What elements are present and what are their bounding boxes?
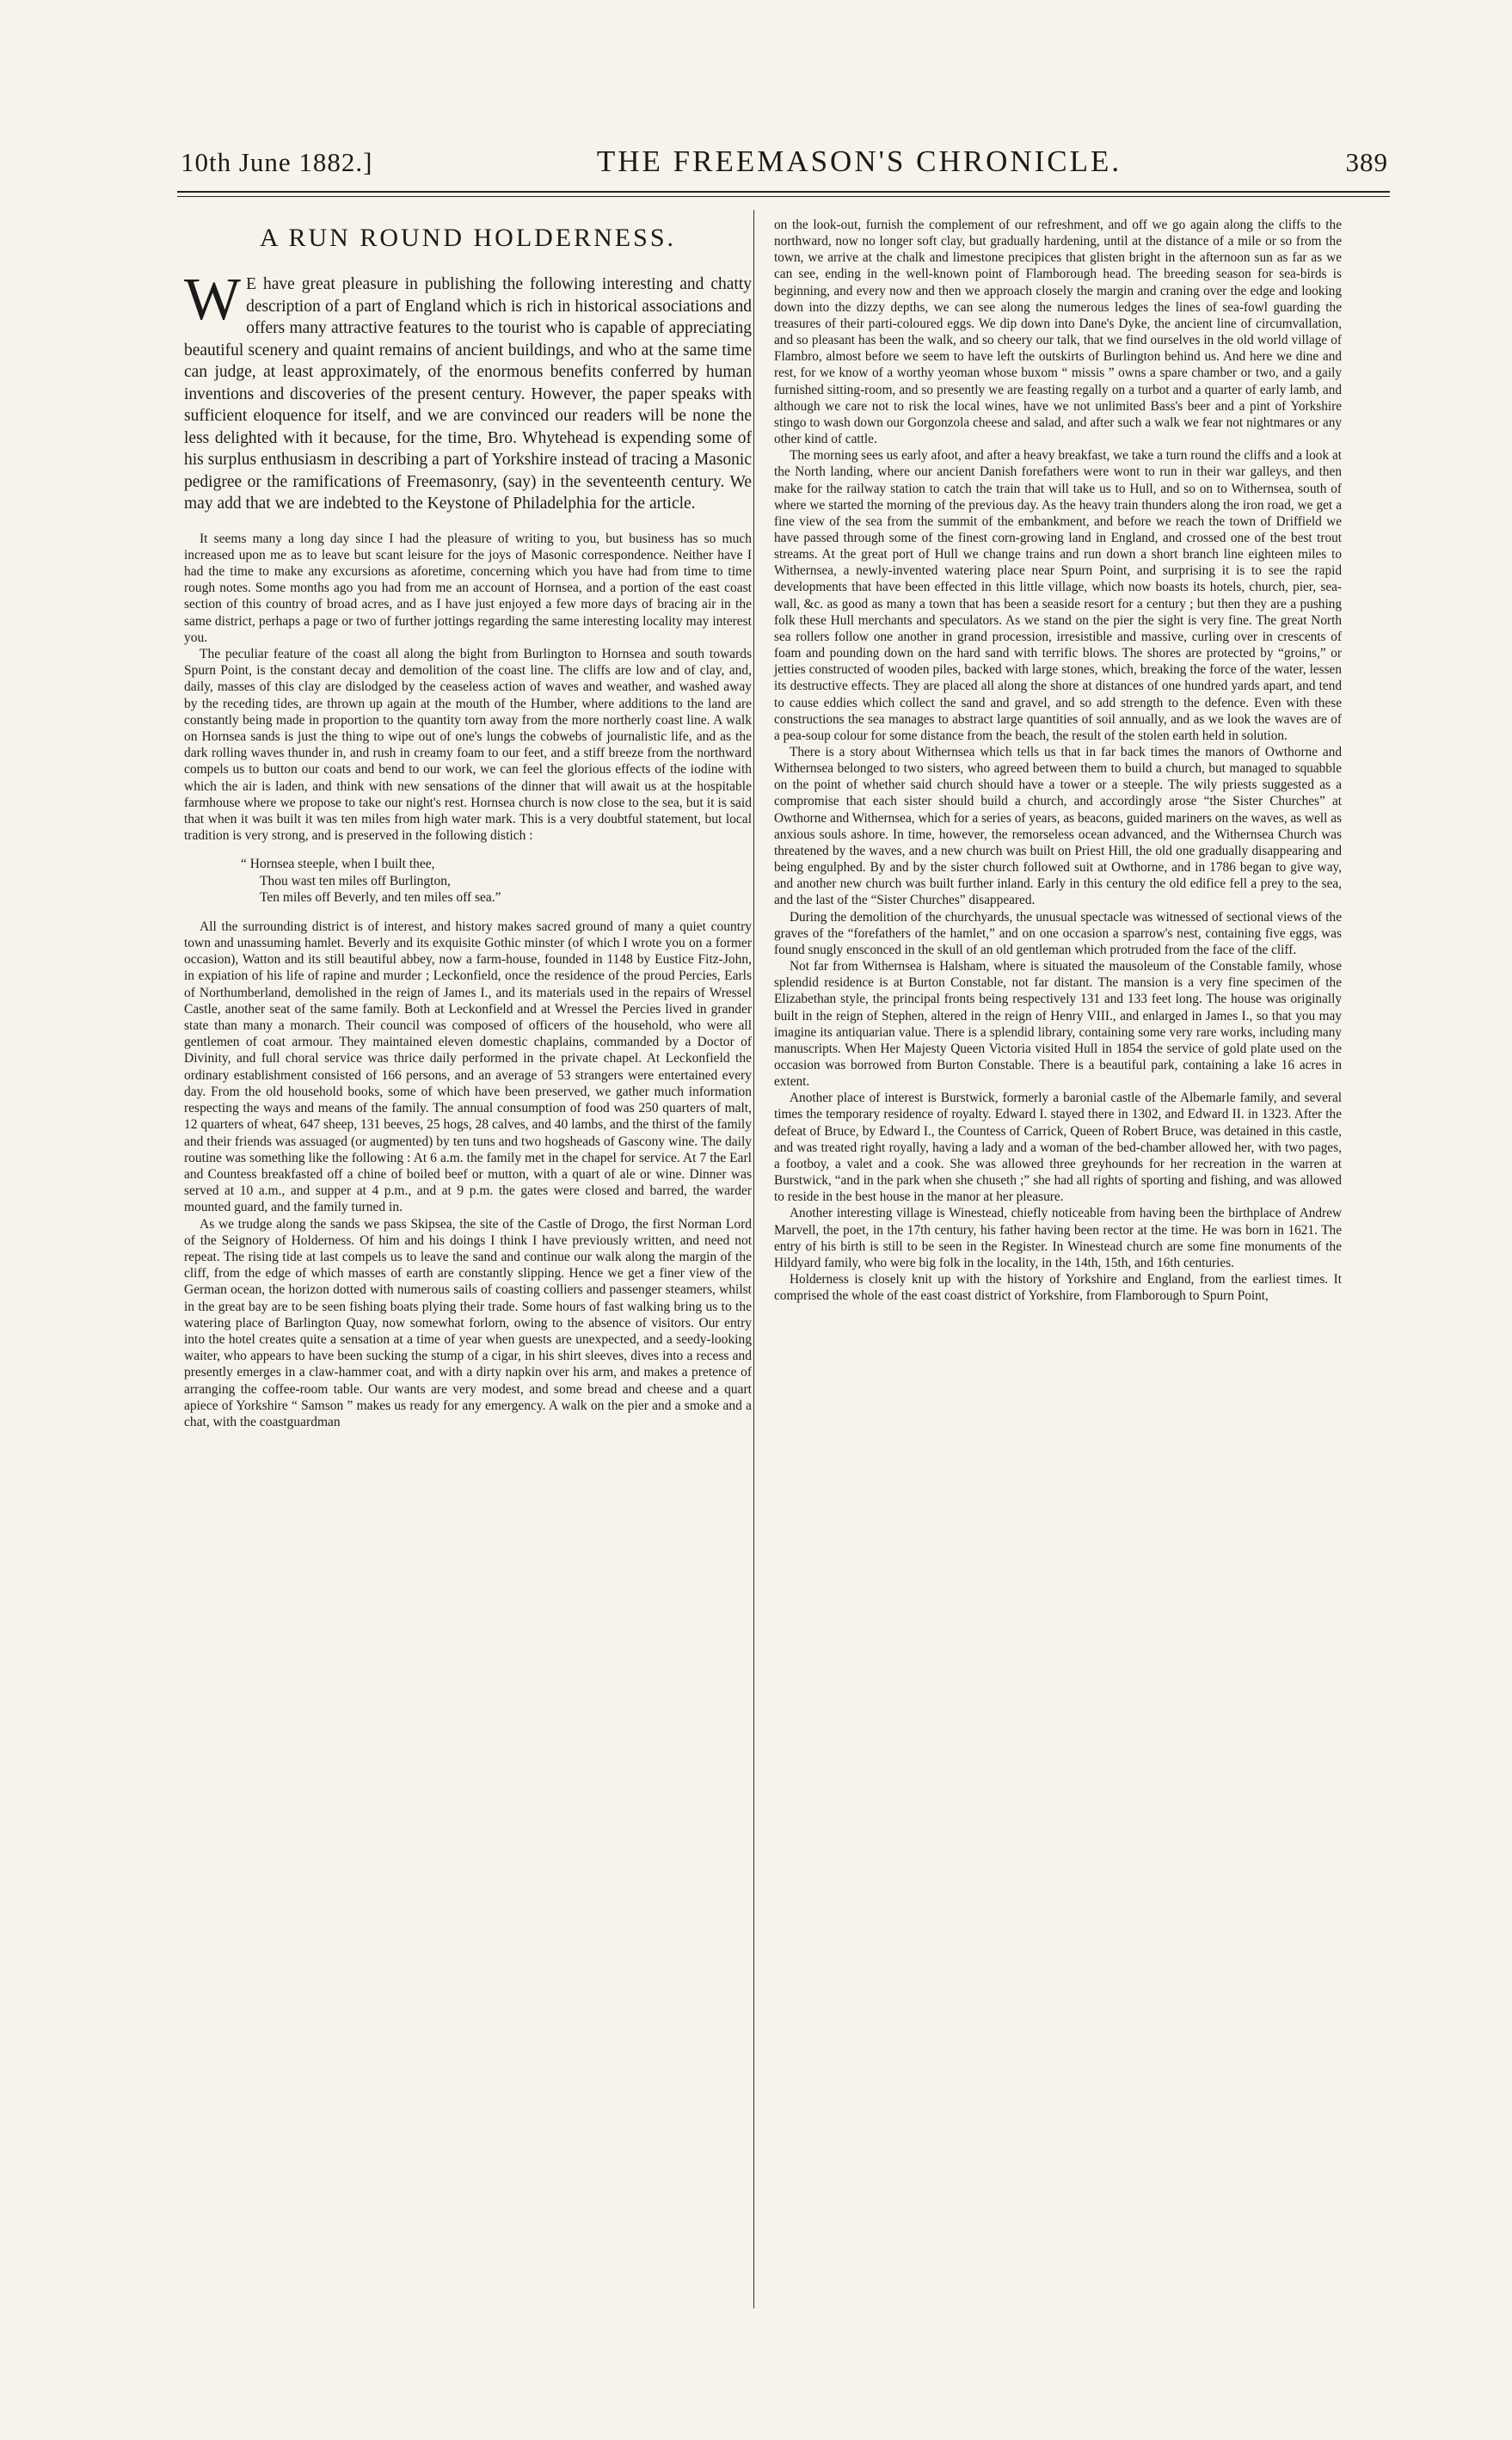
paragraph: The peculiar feature of the coast all along the bight from Burlington to Hornsea and south towards Spurn Point, is the constant decay and demolition of the coast line. The cliffs are low and of clay, and, daily, masses of this clay are dislodged by the ceaseless action of waves and weather, and washed away by the receding tides, are thrown up again at the mouth of the Humber, where additions to the land are constantly being made in proportion to the quantity torn away from the more northerly coast line. A walk on Hornsea sands is just the thing to wipe out of one's lungs the cobwebs of journalistic life, and as the dark rolling waves thunder in, and rush in creamy foam to our feet, and a stiff breeze from the northward compels us to button our coats and bend to our work, we can feel the glorious effects of the iodine with which the air is laden, and think with new sensations of the dinner that will await us at the hospitable farmhouse where we propose to take our night's rest. Hornsea church is now close to the sea, but it is said that when it was built it was ten miles from high water mark. This is a very doubtful statement, but local tradition is very strong, and is preserved in the following distich : — [184, 646, 752, 844]
article-title: A RUN ROUND HOLDERNESS. — [259, 224, 677, 252]
issue-date: 10th June 1882.] — [181, 147, 373, 177]
intro-text: E have great pleasure in publishing the following interesting and chatty description of a part of England which is rich in historical associations and offers many attractive features to the tourist who is capable of appreciating beautiful scenery and quaint remains of ancient buildings, and who at the same time can judge, at least approximately, of the enormous benefits conferred by human inventions and discoveries of the present century. However, the paper speaks with sufficient eloquence for itself, and we are convinced our readers will be none the less delighted with it because, for the time, Bro. Whytehead is expending some of his surplus enthusiasm in describing a part of Yorkshire instead of tracing a Masonic pedigree or the ramifications of Freemasonry, (say) in the seventeenth century. We may add that we are indebted to the Keystone of Philadelphia for the article. — [184, 275, 752, 513]
paragraph: All the surrounding district is of interest, and history makes sacred ground of many a quiet country town and unassuming hamlet. Beverly and its exquisite Gothic minster (of which I wrote you on a former occasion), Watton and its still beautiful abbey, now a farm-house, founded in 1148 by Eustice Fitz-John, in expiation of his life of rapine and murder ; Leckonfield, once the residence of the proud Percies, Earls of Northumberland, demolished in the reign of James I., and its materials used in the repairs of Wressel Castle, another seat of the same family. Both at Leckonfield and at Wressel the Percies lived in grander state than many a monarch. Their council was composed of officers of the household, who were all gentlemen of coat armour. They maintained eleven domestic chaplains, commanded by a Doctor of Divinity, and full choral service was thrice daily performed in the private chapel. At Leckonfield the ordinary establishment consisted of 166 persons, and an average of 53 strangers were entertained every day. From the old household books, some of which have been preserved, we gather much information respecting the ways and means of the family. The annual consumption of food was 250 quarters of malt, 12 quarters of wheat, 647 sheep, 131 beeves, 25 hogs, 28 calves, and 40 lambs, and the thirst of the family and their friends was assuaged (or augmented) by ten tuns and two hogsheads of Gascony wine. The daily routine was something like the following : At 6 a.m. the family met in the chapel for service. At 7 the Earl and Countess breakfasted off a chine of boiled beef or mutton, with a quart of ale or wine. Dinner was served at 10 a.m., and supper at 4 p.m., and at 9 p.m. the gates were closed and barred, the warder mounted guard, and the family turned in. — [184, 919, 752, 1215]
header-rule — [177, 191, 1390, 193]
paragraph: The morning sees us early afoot, and after a heavy breakfast, we take a turn round the cliffs and a look at the North landing, where our ancient Danish forefathers were wont to run in their war galleys, and then make for the railway station to catch the train that will take us to Hull, and so on to Withernsea, south of where we started the morning of the previous day. As the heavy train thunders along the iron road, we get a fine view of the sea from the summit of the embankment, and before we reach the town of Driffield we have passed through some of the finest corn-growing land in England, and crossed one of the best trout streams. At the great port of Hull we change trains and run down a short branch line eighteen miles to Withernsea, a newly-invented watering place near Spurn Point, and surprising it is to see the rapid developments that have been effected in this little village, which now boasts its hotels, church, pier, sea-wall, &c. as good as many a town that has been a seaside resort for a century ; but then they are a pushing folk these Hull merchants and speculators. As we stand on the pier the sight is very fine. The great North sea rollers follow one another in grand procession, irresistible and massive, curling over in crescents of foam and pounding down on the hard sand with terrific blows. The shores are protected by “groins,” or jetties constructed of wooden piles, backed with large stones, which, breaking the force of the water, lessen its destructive effects. They are placed all along the shore at distances of one hundred yards apart, and tend to cause eddies which collect the sand and gravel, and so add strength to the defence. Even with these constructions the sea manages to abstract large quantities of soil annually, and as we look the waves are of a pea-soup colour for some distance from the beach, the result of the stolen earth held in solution. — [774, 448, 1342, 743]
masthead — [181, 144, 1388, 187]
editorial-intro — [184, 267, 752, 515]
verse-line: Ten miles off Beverly, and ten miles off sea.” — [260, 890, 501, 906]
paragraph: During the demolition of the churchyards, the unusual spectacle was witnessed of sectional views of the graves of the “forefathers of the hamlet,” and on one occasion a sparrow's nest, containing five eggs, was found snugly ensconced in the skull of an old gentleman which protruded from the face of the cliff. — [774, 909, 1342, 957]
drop-cap: W — [184, 267, 242, 333]
paragraph: Holderness is closely knit up with the history of Yorkshire and England, from the earliest times. It comprised the whole of the east coast district of Yorkshire, from Flamborough to Spurn Point, — [774, 1272, 1342, 1304]
paragraph: on the look-out, furnish the complement of our refreshment, and off we go again along the cliffs to the northward, now no longer soft clay, but gradually hardening, until at the distance of a mile or so from the town, we arrive at the chalk and limestone precipices that glisten bright in the afternoon sun as far as we can see, ending in the well-known point of Flamborough head. The breeding season for sea-birds is beginning, and every now and then we approach closely the margin and craning over the edge and looking down into the dizzy depths, we can see along the numerous ledges the lines of sea-fowl guarding the treasures of their parti-coloured eggs. We dip down into Dane's Dyke, the ancient line of circumvallation, and so pleasant has been the walk, and so cheery our talk, that we find ourselves in the old world village of Flambro, almost before we seem to have left the outskirts of Burlington behind us. And here we dine and rest, for we know of a worthy yeoman whose buxom “ missis ” owns a spare chamber or two, and a gaily furnished sitting-room, and so presently we are feasting regally on a turbot and a quarter of early lamb, and although we care not to risk the local wines, have we not unlimited Bass's beer and a pint of Yorkshire stingo to wash down our Gorgonzola cheese and salad, and after such a walk we fear not nightmares or any other kind of cattle. — [774, 218, 1342, 447]
verse-line: “ Hornsea steeple, when I built thee, — [241, 857, 435, 872]
paragraph: As we trudge along the sands we pass Skipsea, the site of the Castle of Drogo, the first Norman Lord of the Seignory of Holderness. Of him and his doings I think I have previously written, and need not repeat. The rising tide at last compels us to leave the sand and continue our walk along the margin of the cliff, from the edge of which masses of earth are constantly slipping. Hence we get a finer view of the German ocean, the horizon dotted with numerous sails of coasting colliers and passenger steamers, whilst in the great bay are to be seen fishing boats plying their trade. Some hours of fast walking bring us to the watering place of Barlington Quay, now somewhat forlorn, owing to the absence of visitors. Our entry into the hotel creates quite a sensation at a time of year when guests are unexpected, and a seedy-looking waiter, who appears to have been sucking the stump of a cigar, in his shirt sleeves, dives into a recess and presently emerges in a claw-hammer coat, and with a dirty napkin over his arm, and makes a pretence of arranging the coffee-room table. Our wants are very modest, and some bread and cheese and a quart apiece of Yorkshire “ Samson ” makes us ready for any emergency. A walk on the pier and a smoke and a chat, with the coastguardman — [184, 1216, 752, 1429]
paragraph: Not far from Withernsea is Halsham, where is situated the mausoleum of the Constable family, whose splendid residence is at Burton Constable, not far distant. The mansion is a very fine specimen of the Elizabethan style, the principal fronts being respectively 131 and 133 feet long. The house was originally built in the reign of Stephen, altered in the reign of Henry VIII., and enlarged in James I., so that you may imagine its antiquarian value. There is a splendid library, containing some very rare works, including many manuscripts. When Her Majesty Queen Victoria visited Hull in 1854 the service of gold plate used on the occasion was borrowed from Burton Constable. There is a beautiful park, containing a lake 16 acres in extent. — [774, 959, 1342, 1090]
left-body — [184, 531, 752, 1431]
verse-line: Thou wast ten miles off Burlington, — [260, 873, 451, 888]
paragraph: It seems many a long day since I had the pleasure of writing to you, but business has so much increased upon me as to leave but scant leisure for the joys of Masonic correspondence. Neither have I had the time to make any excursions as aforetime, concerning which you have had from time to time rough notes. Some months ago you had from me an account of Hornsea, and a portion of the east coast section of this country of broad acres, and as I have just enjoyed a few more days of bracing air in the same district, perhaps a page or two of further jottings regarding the same interesting locality may interest you. — [184, 531, 752, 645]
paragraph: Another interesting village is Winestead, chiefly noticeable from having been the birthplace of Andrew Marvell, the poet, in the 17th century, his father having been rector at the time. He was born in 1621. The entry of his birth is still to be seen in the Register. In Winestead church are some fine monuments of the Hildyard family, who were big folk in the locality, in the 14th, 15th, and 16th centuries. — [774, 1206, 1342, 1270]
paragraph: There is a story about Withernsea which tells us that in far back times the manors of Owthorne and Withernsea belonged to two sisters, who agreed between them to build a church, but managed to squabble on the point of whether said church should have a tower or a steeple. The wily priests suggested as a compromise that each sister should build a church, and accordingly arose “the Sister Churches” at Owthorne and Withernsea, which for a series of years, as beacons, guided mariners on the waves, as well as anxious souls ashore. In time, however, the remorseless ocean advanced, and the Withernsea Church was threatened by the waves, and a new church was built on Priest Hill, the old one gradually disappearing and being engulphed. By and by the sister church followed suit at Owthorne, and in 1786 began to give way, and another new church was built further inland. Early in this century the old edifice fell a prey to the sea, and the last of the “Sister Churches” disappeared. — [774, 745, 1342, 908]
page-number: 389 — [1345, 147, 1388, 177]
publication-title: THE FREEMASON'S CHRONICLE. — [596, 144, 1122, 178]
right-column — [774, 217, 1342, 1304]
paragraph: Another place of interest is Burstwick, formerly a baronial castle of the Albemarle family, and several times the temporary residence of royalty. Edward I. stayed there in 1302, and Edward II. in 1323. After the defeat of Bruce, by Edward I., the Countess of Carrick, Queen of Robert Bruce, was detained in this castle, and was treated right royally, having a lady and a woman of the bed-chamber allowed her, with two pages, a footboy, a valet and a cook. She was allowed three greyhounds for her recreation in the warren at Burstwick, “and in the park when she chuseth ;” she had all rights of sporting and fishing, and was allowed to reside in the best house in the manor at her pleasure. — [774, 1091, 1342, 1205]
column-divider — [753, 210, 754, 2308]
left-column — [184, 217, 752, 1430]
distich-verse — [241, 856, 752, 907]
header-rule-thin — [177, 196, 1390, 197]
